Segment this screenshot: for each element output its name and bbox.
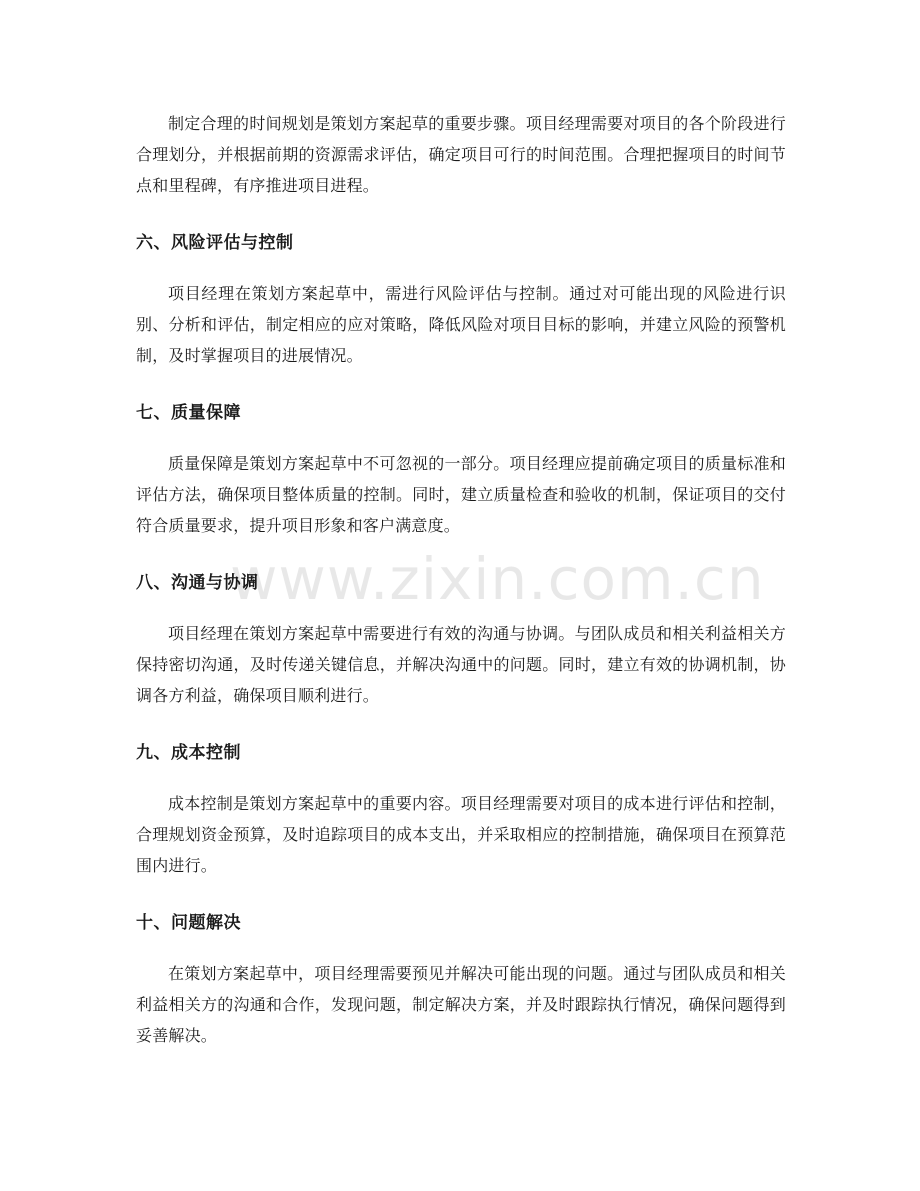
section-paragraph-problem-solving: 在策划方案起草中，项目经理需要预见并解决可能出现的问题。通过与团队成员和相关利益相关方的沟通和合作，发现问题，制定解决方案，并及时跟踪执行情况，确保问题得到妥善解决。: [136, 964, 786, 1045]
section-paragraph-communication: 项目经理在策划方案起草中需要进行有效的沟通与协调。与团队成员和相关利益相关方保持密切沟通，及时传递关键信息，并解决沟通中的问题。同时，建立有效的协调机制，协调各方利益，确保项目顺利进行。: [136, 624, 786, 705]
section-heading-risk: 六、风险评估与控制: [136, 233, 294, 253]
section-heading-problem-solving: 十、问题解决: [136, 913, 241, 933]
section-heading-communication: 八、沟通与协调: [136, 573, 259, 593]
section-paragraph-quality: 质量保障是策划方案起草中不可忽视的一部分。项目经理应提前确定项目的质量标准和评估方法，确保项目整体质量的控制。同时，建立质量检查和验收的机制，保证项目的交付符合质量要求，提升项目形象和客户满意度。: [136, 454, 786, 535]
document-body: [136, 108, 786, 1080]
watermark-text: www.zixin.com.cn: [230, 545, 765, 613]
section-heading-quality: 七、质量保障: [136, 403, 241, 423]
section-paragraph-cost: 成本控制是策划方案起草中的重要内容。项目经理需要对项目的成本进行评估和控制，合理规划资金预算，及时追踪项目的成本支出，并采取相应的控制措施，确保项目在预算范围内进行。: [136, 794, 786, 875]
section-paragraph-risk: 项目经理在策划方案起草中，需进行风险评估与控制。通过对可能出现的风险进行识别、分析和评估，制定相应的应对策略，降低风险对项目目标的影响，并建立风险的预警机制，及时掌握项目的进展情况。: [136, 284, 786, 365]
intro-paragraph: 制定合理的时间规划是策划方案起草的重要步骤。项目经理需要对项目的各个阶段进行合理划分，并根据前期的资源需求评估，确定项目可行的时间范围。合理把握项目的时间节点和里程碑，有序推进项目进程。: [136, 114, 786, 195]
section-heading-cost: 九、成本控制: [136, 743, 241, 763]
